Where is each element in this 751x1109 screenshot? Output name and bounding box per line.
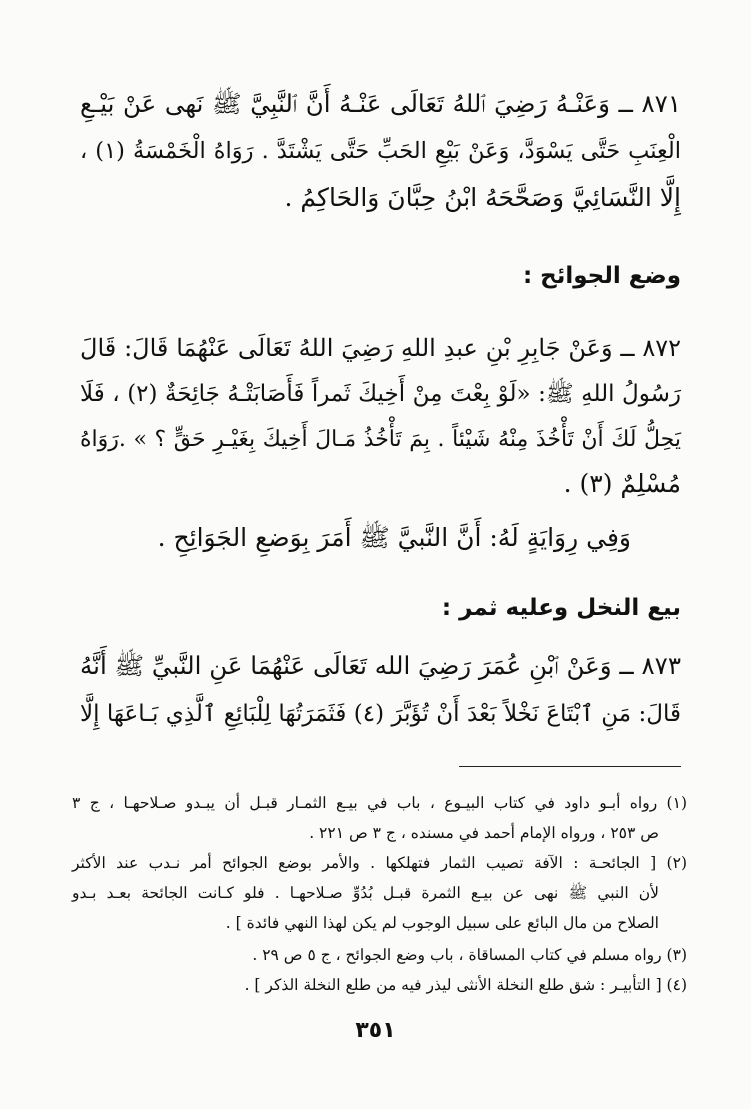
footnote-divider bbox=[459, 766, 681, 767]
footnote-2-line-2: لأن النبي ﷺ نهى عن بيـع الثمرة قبـل بُدُوِّ صـلاحهـا . فلو كـانت الجائحة بعـد بـدو bbox=[72, 884, 659, 902]
footnote-2-line-1: (٢) [ الجائحـة : الآفة تصيب الثمار فتهلكها . والأمر بوضع الجوائح أمر نـدب عند الأكثر bbox=[72, 854, 687, 872]
hadith-872-line-4: مُسْلِمٌ (٣) . bbox=[563, 469, 681, 498]
hadith-873-line-1: ٨٧٣ ــ وَعَنْ ٱبْنِ عُمَرَ رَضِيَ الله تَعَالَى عَنْهُمَا عَنِ النَّبيِّ ﷺ أَنَّهُ bbox=[80, 651, 681, 680]
page-number: ٣٥١ bbox=[355, 1018, 396, 1043]
hadith-871-line-1: ٨٧١ ــ وَعَنْـهُ رَضِيَ ٱللهُ تَعَالَى عَنْـهُ أَنَّ ٱلنَّبِيَّ ﷺ نَهى عَنْ بَيْـعِ bbox=[80, 89, 681, 118]
hadith-873-line-2: قَالَ: مَنِ ٱبْتَاعَ نَخْلاً بَعْدَ أَنْ تُؤَبَّرَ (٤) فَثَمَرَتُهَا لِلْبَائِعِ ٱلَّذِي بَـاعَهَا إِلَّا bbox=[80, 701, 681, 727]
hadith-872-line-2: رَسُولُ اللهِ ﷺ: «لَوْ بِعْتَ مِنْ أَخِيكَ ثَمراً فَأَصَابَتْـهُ جَائِحَةٌ (٢) ، فَلَا bbox=[80, 381, 681, 407]
footnote-4: (٤) [ التأبيـر : شق طلع النخلة الأنثى ليذر فيه من طلع النخلة الذكر ] . bbox=[244, 976, 687, 994]
footnote-1-line-2: ص ٢٥٣ ، ورواه الإمام أحمد في مسنده ، ج ٣ ص ٢٢١ . bbox=[309, 824, 659, 842]
hadith-872-line-3: يَحِلُّ لَكَ أَنْ تَأْخُذَ مِنْهُ شَيْئاً . بِمَ تَأْخُذُ مَـالَ أَخِيكَ بِغَيْـرِ حَقٍّ ؟ » .رَوَاهُ bbox=[80, 427, 681, 452]
hadith-871-line-3: إِلَّا النَّسَائِيَّ وَصَحَّحَهُ ابْنُ حِبَّانَ وَالحَاكِمُ . bbox=[284, 183, 681, 212]
section-heading-nakhl: بيع النخل وعليه ثمر : bbox=[441, 595, 681, 621]
hadith-871-line-2: الْعِنَبِ حَتَّى يَسْوَدَّ، وَعَنْ بَيْعِ الحَبِّ حَتَّى يَشْتَدَّ . رَوَاهُ الْخَمْسَةُ (١) ، bbox=[80, 138, 681, 164]
section-heading-jawaih: وضع الجوائح : bbox=[522, 263, 681, 289]
footnote-1-line-1: (١) رواه أبـو داود في كتاب البيـوع ، باب في بيـع الثمـار قبـل أن يبـدو صـلاحهـا ، ج ٣ bbox=[72, 794, 687, 812]
footnote-2-line-3: الصلاح من مال البائع على سبيل الوجوب لم يكن لهذا النهي فائدة ] . bbox=[225, 914, 659, 932]
hadith-872-riwaya: وَفِي رِوَايَةٍ لَهُ: أَنَّ النَّبيَّ ﷺ أَمَرَ بِوَضعِ الجَوَائِحِ . bbox=[157, 523, 631, 552]
footnote-3: (٣) رواه مسلم في كتاب المساقاة ، باب وضع الجوائح ، ج ٥ ص ٢٩ . bbox=[252, 946, 687, 964]
hadith-872-line-1: ٨٧٢ ــ وَعَنْ جَابِرِ بْنِ عبدِ اللهِ رَضِيَ اللهُ تَعَالَى عَنْهُمَا قَالَ: قَالَ bbox=[80, 334, 681, 362]
